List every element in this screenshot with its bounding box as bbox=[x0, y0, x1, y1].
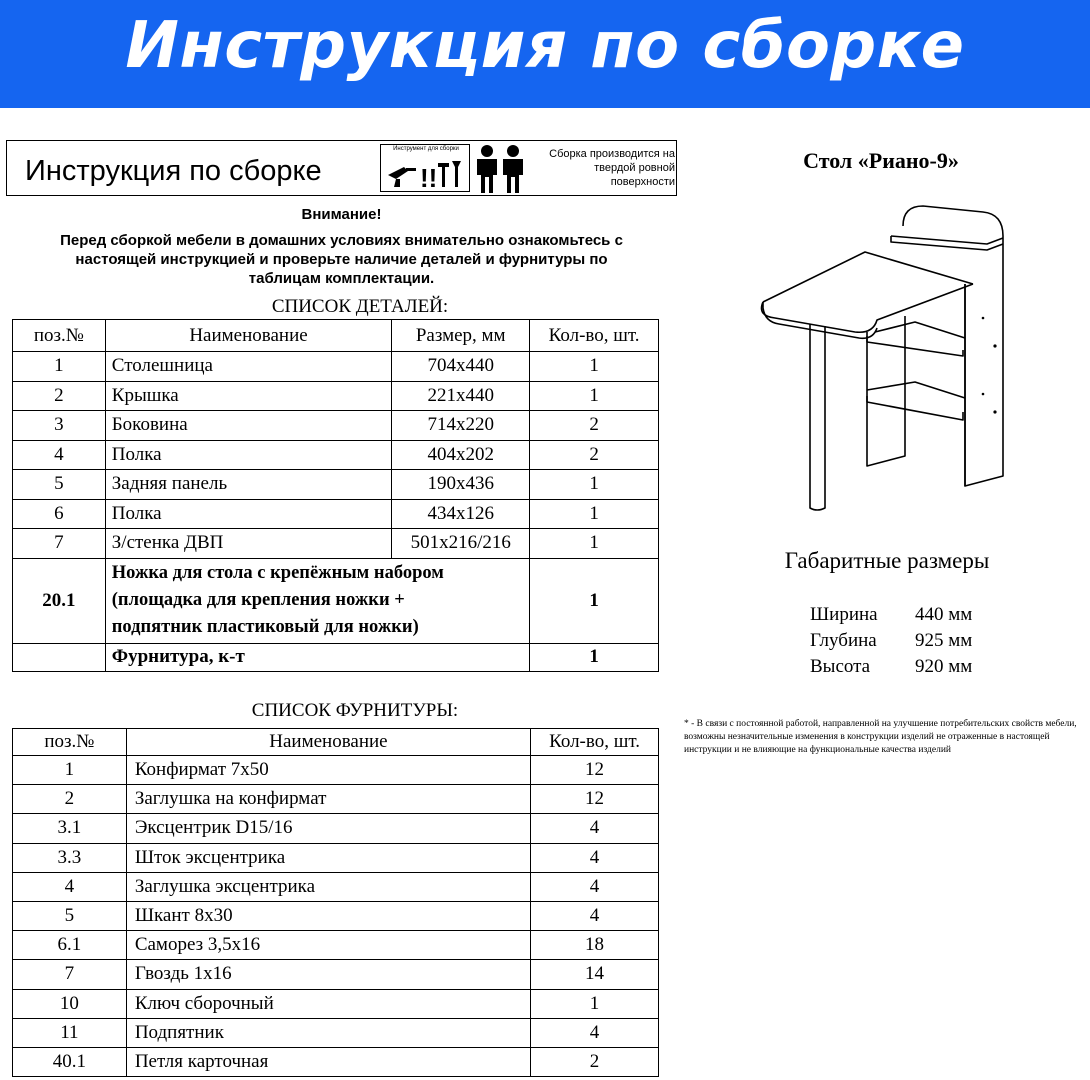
part-name: Полка bbox=[105, 440, 391, 470]
parts-list-title: СПИСОК ДЕТАЛЕЙ: bbox=[271, 296, 449, 317]
part-name: З/стенка ДВП bbox=[105, 529, 391, 559]
hardware-name: Подпятник bbox=[126, 1018, 530, 1047]
tools-label: Инструмент для сборки bbox=[393, 146, 459, 152]
part-size: 404х202 bbox=[392, 440, 530, 470]
hardware-header-row bbox=[13, 729, 659, 756]
part-qty: 1 bbox=[530, 529, 659, 559]
part-pos: 1 bbox=[13, 352, 106, 382]
hardware-qty: 2 bbox=[531, 1047, 659, 1076]
hardware-pos: 5 bbox=[13, 901, 127, 930]
hardware-pos: 3.3 bbox=[13, 843, 127, 872]
hardware-row bbox=[13, 931, 659, 960]
hardware-kit-row bbox=[13, 643, 659, 671]
leg-pos: 20.1 bbox=[13, 558, 106, 643]
dimension-label: Глубина bbox=[810, 630, 877, 651]
hardware-list-title: СПИСОК ФУРНИТУРЫ: bbox=[251, 700, 459, 721]
part-pos: 2 bbox=[13, 381, 106, 411]
hardware-kit-name: Фурнитура, к-т bbox=[105, 643, 529, 671]
dimension-value: 440 мм bbox=[915, 604, 973, 625]
hardware-row bbox=[13, 1018, 659, 1047]
hardware-pos: 3.1 bbox=[13, 814, 127, 843]
hardware-qty: 4 bbox=[531, 872, 659, 901]
header-cell: Кол-во, шт. bbox=[530, 320, 659, 352]
hardware-name: Петля карточная bbox=[126, 1047, 530, 1076]
hardware-name: Шток эксцентрика bbox=[126, 843, 530, 872]
hardware-name: Эксцентрик D15/16 bbox=[126, 814, 530, 843]
hardware-pos: 4 bbox=[13, 872, 127, 901]
part-qty: 1 bbox=[530, 352, 659, 382]
part-name: Боковина bbox=[105, 411, 391, 441]
parts-row bbox=[13, 352, 659, 382]
hardware-qty: 18 bbox=[531, 931, 659, 960]
dimension-value: 920 мм bbox=[915, 656, 973, 677]
hardware-row bbox=[13, 843, 659, 872]
part-name: Крышка bbox=[105, 381, 391, 411]
hardware-pos: 1 bbox=[13, 756, 127, 785]
part-size: 434х126 bbox=[392, 499, 530, 529]
two-people-icon bbox=[473, 143, 527, 195]
attention-text bbox=[6, 231, 677, 288]
part-name: Полка bbox=[105, 499, 391, 529]
header-cell: Наименование bbox=[126, 729, 530, 756]
part-qty: 1 bbox=[530, 470, 659, 500]
dimension-label: Высота bbox=[810, 656, 871, 677]
tools-box bbox=[380, 144, 470, 192]
hardware-qty: 1 bbox=[531, 989, 659, 1018]
leg-qty: 1 bbox=[530, 558, 659, 643]
hardware-qty: 12 bbox=[531, 785, 659, 814]
tools-icon bbox=[382, 153, 468, 191]
disclaimer-note: * - В связи с постоянной работой, направленной на улучшение потребительских свойств мебели, возможны незначительные изменения в конструкции изделий не отраженные в настоящей инструкции и не влияющие на функциональные качества изделий bbox=[684, 719, 1077, 755]
part-pos: 6 bbox=[13, 499, 106, 529]
hardware-pos: 11 bbox=[13, 1018, 127, 1047]
empty-cell bbox=[13, 643, 106, 671]
surface-note: Сборка производится на твердой ровной поверхности bbox=[549, 148, 675, 188]
hardware-row bbox=[13, 872, 659, 901]
part-qty: 1 bbox=[530, 381, 659, 411]
leg-name-line: подпятник пластиковый для ножки) bbox=[111, 617, 419, 637]
hardware-qty: 4 bbox=[531, 843, 659, 872]
hardware-qty: 4 bbox=[531, 901, 659, 930]
parts-row bbox=[13, 381, 659, 411]
part-qty: 2 bbox=[530, 411, 659, 441]
hardware-row bbox=[13, 901, 659, 930]
hardware-name: Гвоздь 1х16 bbox=[126, 960, 530, 989]
part-pos: 4 bbox=[13, 440, 106, 470]
parts-table bbox=[12, 319, 659, 672]
header-cell: Наименование bbox=[105, 320, 391, 352]
part-pos: 3 bbox=[13, 411, 106, 441]
hardware-qty: 12 bbox=[531, 756, 659, 785]
hardware-pos: 2 bbox=[13, 785, 127, 814]
parts-row bbox=[13, 440, 659, 470]
banner-title: Инструкция по сборке bbox=[125, 9, 965, 83]
attention-line: Перед сборкой мебели в домашних условиях внимательно ознакомьтесь с bbox=[60, 232, 623, 249]
product-title: Стол «Риано-9» bbox=[803, 148, 959, 173]
hardware-name: Ключ сборочный bbox=[126, 989, 530, 1018]
hardware-row bbox=[13, 960, 659, 989]
part-size: 501х216/216 bbox=[392, 529, 530, 559]
dimension-value: 925 мм bbox=[915, 630, 973, 651]
hardware-pos: 10 bbox=[13, 989, 127, 1018]
hardware-name: Саморез 3,5х16 bbox=[126, 931, 530, 960]
attention-line: таблицам комплектации. bbox=[248, 270, 435, 287]
hardware-name: Конфирмат 7х50 bbox=[126, 756, 530, 785]
hardware-row bbox=[13, 989, 659, 1018]
dimension-label: Ширина bbox=[810, 604, 878, 625]
parts-header-row bbox=[13, 320, 659, 352]
part-size: 704х440 bbox=[392, 352, 530, 382]
hardware-qty: 14 bbox=[531, 960, 659, 989]
hardware-name: Заглушка на конфирмат bbox=[126, 785, 530, 814]
hardware-pos: 7 bbox=[13, 960, 127, 989]
part-qty: 1 bbox=[530, 499, 659, 529]
hardware-pos: 40.1 bbox=[13, 1047, 127, 1076]
title-banner bbox=[0, 0, 1090, 108]
hardware-kit-qty: 1 bbox=[530, 643, 659, 671]
hardware-qty: 4 bbox=[531, 814, 659, 843]
part-pos: 5 bbox=[13, 470, 106, 500]
hardware-qty: 4 bbox=[531, 1018, 659, 1047]
hardware-table bbox=[12, 728, 659, 1077]
parts-row bbox=[13, 411, 659, 441]
parts-row bbox=[13, 470, 659, 500]
part-qty: 2 bbox=[530, 440, 659, 470]
table-drawing bbox=[755, 198, 1015, 518]
part-pos: 7 bbox=[13, 529, 106, 559]
dimensions-title: Габаритные размеры bbox=[784, 548, 990, 573]
part-name: Задняя панель bbox=[105, 470, 391, 500]
instruction-header bbox=[6, 140, 677, 196]
hardware-pos: 6.1 bbox=[13, 931, 127, 960]
hardware-row bbox=[13, 1047, 659, 1076]
part-name: Столешница bbox=[105, 352, 391, 382]
part-size: 221х440 bbox=[392, 381, 530, 411]
hardware-name: Заглушка эксцентрика bbox=[126, 872, 530, 901]
hardware-name: Шкант 8х30 bbox=[126, 901, 530, 930]
hardware-row bbox=[13, 785, 659, 814]
part-size: 190х436 bbox=[392, 470, 530, 500]
header-cell: Кол-во, шт. bbox=[531, 729, 659, 756]
leg-row bbox=[13, 558, 659, 643]
leg-name-line: Ножка для стола с крепёжным набором bbox=[111, 563, 444, 583]
part-size: 714х220 bbox=[392, 411, 530, 441]
leg-name-line: (площадка для крепления ножки + bbox=[111, 590, 405, 610]
header-cell: поз.№ bbox=[13, 320, 106, 352]
attention-line: настоящей инструкцией и проверьте наличие деталей и фурнитуры по bbox=[75, 251, 608, 268]
header-title: Инструкция по сборке bbox=[25, 155, 322, 187]
hardware-row bbox=[13, 814, 659, 843]
svg-text:!!: !! bbox=[420, 163, 438, 191]
parts-row bbox=[13, 499, 659, 529]
header-cell: Размер, мм bbox=[392, 320, 530, 352]
header-cell: поз.№ bbox=[13, 729, 127, 756]
leg-name bbox=[105, 558, 529, 643]
hardware-row bbox=[13, 756, 659, 785]
parts-row bbox=[13, 529, 659, 559]
attention-title: Внимание! bbox=[301, 206, 382, 223]
